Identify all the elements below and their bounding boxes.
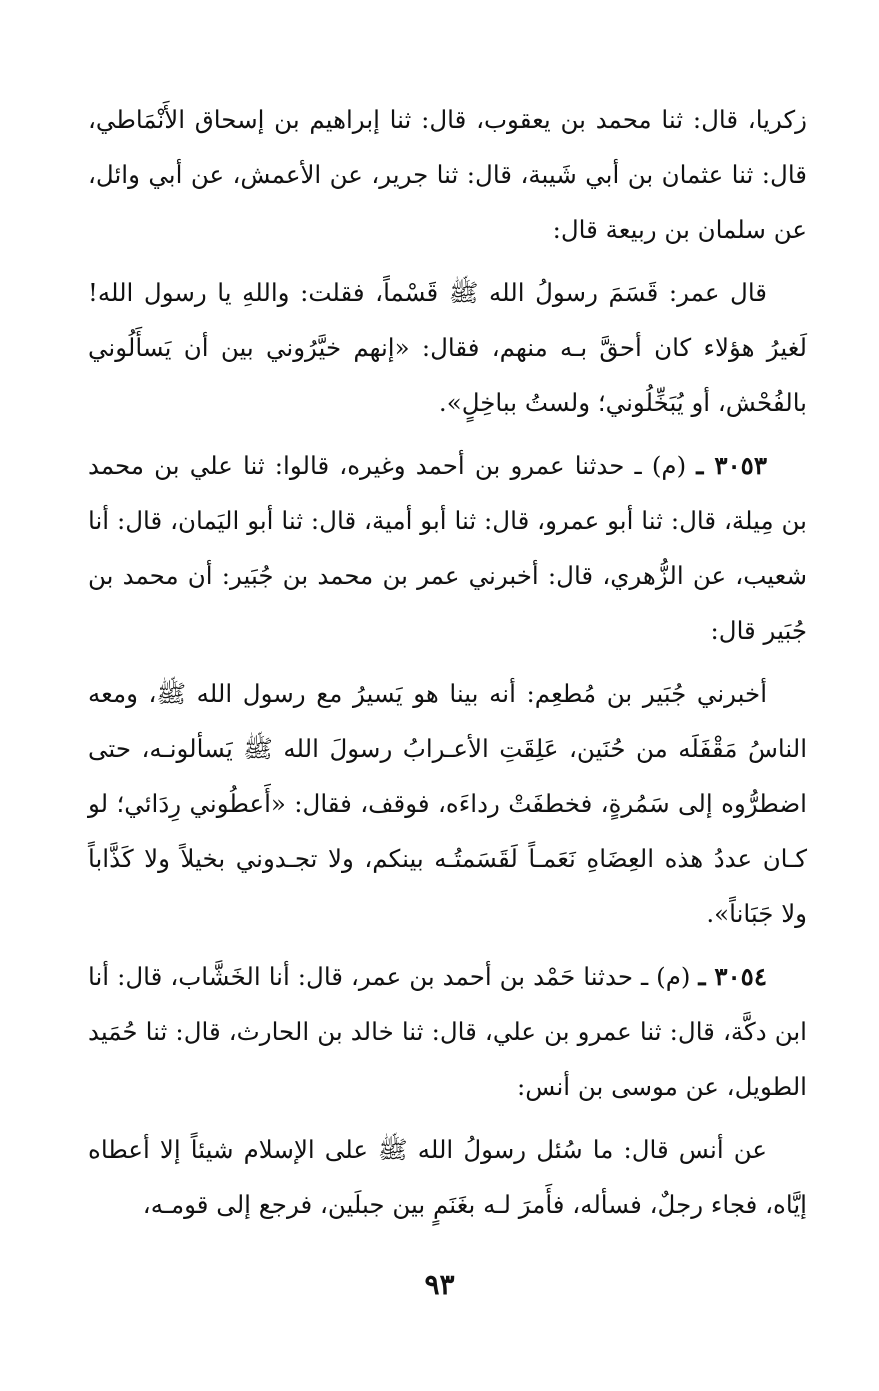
paragraph-text: عن أنس قال: ما سُئل رسولُ الله ﷺ على الإسلام شيئاً إلا أعطاه إيَّاه، فجاء رجلٌ، فسأله، فأَمرَ لـه بغَنَمٍ بين جبلَين، فرجع إلى قومـه، xyxy=(88,1135,807,1219)
hadith-number: ٣٠٥٣ ـ xyxy=(696,451,767,480)
paragraph-gap xyxy=(88,430,807,438)
page-body xyxy=(88,92,807,1232)
paragraph-gap xyxy=(88,658,807,666)
paragraph-hadith xyxy=(88,666,807,941)
paragraph-text: (م) ـ حدثنا حَمْد بن أحمد بن عمر، قال: أنا الخَشَّاب، قال: أنا ابن دكَّة، قال: ثنا عمرو بن علي، قال: ثنا خالد بن الحارث، قال: ثنا حُمَيد الطويل، عن موسى بن أنس: xyxy=(88,962,807,1101)
paragraph-gap xyxy=(88,257,807,265)
page-number: ٩٣ xyxy=(424,1268,455,1301)
paragraph-text: أخبرني جُبَير بن مُطعِم: أنه بينا هو يَسيرُ مع رسول الله ﷺ، ومعه الناسُ مَقْفَلَه من حُنَين، عَلِقَتِ الأعـرابُ رسولَ الله ﷺ يَسألونـه، حتى اضطرُّوه إلى سَمُرةٍ، فخطفَتْ رداءَه، فوقف، فقال: «أَعطُوني رِدَائي؛ لو كـان عددُ هذه العِضَاهِ نَعَمـاً لَقَسَمتُـه بينكم، ولا تجـدوني بخيلاً ولا كَذَّاباً ولا جَبَاناً». xyxy=(88,679,807,928)
paragraph-isnad xyxy=(88,92,807,257)
paragraph-text: زكريا، قال: ثنا محمد بن يعقوب، قال: ثنا إبراهيم بن إسحاق الأَنْمَاطي، قال: ثنا عثمان بن أبي شَيبة، قال: ثنا جرير، عن الأعمش، عن أبي وائل، عن سلمان بن ربيعة قال: xyxy=(88,105,807,244)
paragraph-hadith xyxy=(88,1122,807,1232)
paragraph-gap xyxy=(88,1114,807,1122)
paragraph-text: قال عمر: قَسَمَ رسولُ الله ﷺ قَسْماً، فقلت: واللهِ يا رسول الله! لَغيرُ هؤلاء كان أحقَّ بـه منهم، فقال: «إنهم خيَّرُوني بين أن يَسأَلُوني بالفُحْش، أو يُبَخِّلُوني؛ ولستُ بباخِلٍ». xyxy=(88,278,807,417)
paragraph-gap xyxy=(88,941,807,949)
paragraph-hadith-3053 xyxy=(88,438,807,658)
hadith-number: ٣٠٥٤ ـ xyxy=(698,962,767,991)
paragraph-hadith-3054 xyxy=(88,949,807,1114)
paragraph-text: (م) ـ حدثنا عمرو بن أحمد وغيره، قالوا: ثنا علي بن محمد بن مِيلة، قال: ثنا أبو عمرو، قال: ثنا أبو أمية، قال: ثنا أبو اليَمان، قال: أنا شعيب، عن الزُّهري، قال: أخبرني عمر بن محمد بن جُبَير: أن محمد بن جُبَير قال: xyxy=(88,451,807,645)
paragraph-hadith xyxy=(88,265,807,430)
